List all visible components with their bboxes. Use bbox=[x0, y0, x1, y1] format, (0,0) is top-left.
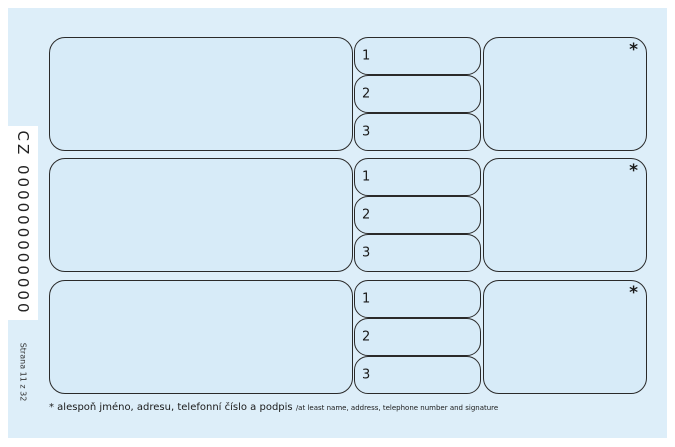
required-asterisk: * bbox=[629, 283, 638, 303]
row-2-slot-2[interactable] bbox=[354, 196, 481, 234]
slot-number: 1 bbox=[362, 48, 371, 64]
slot-number: 2 bbox=[362, 86, 371, 102]
row-3-slot-2[interactable] bbox=[354, 318, 481, 356]
document-code: CZ 000000000000 bbox=[14, 130, 32, 316]
required-asterisk: * bbox=[629, 161, 638, 181]
slot-number: 1 bbox=[362, 291, 371, 307]
row-2-slot-3[interactable] bbox=[354, 234, 481, 272]
row-3-contact-field[interactable] bbox=[483, 280, 647, 394]
footnote-text: * alespoň jméno, adresu, telefonní číslo a podpis bbox=[49, 402, 293, 413]
row-1-slot-3[interactable] bbox=[354, 113, 481, 151]
row-1-contact-field[interactable] bbox=[483, 37, 647, 151]
row-2-main-field[interactable] bbox=[49, 158, 353, 272]
row-3-main-field[interactable] bbox=[49, 280, 353, 394]
slot-number: 3 bbox=[362, 124, 371, 140]
required-asterisk: * bbox=[629, 40, 638, 60]
row-1-slot-2[interactable] bbox=[354, 75, 481, 113]
row-1-main-field[interactable] bbox=[49, 37, 353, 151]
slot-number: 2 bbox=[362, 329, 371, 345]
footnote-translation: /at least name, address, telephone number and signature bbox=[295, 404, 499, 412]
page-label: Strana 11 z 32 bbox=[18, 342, 28, 402]
row-1-slot-1[interactable] bbox=[354, 37, 481, 75]
slot-number: 1 bbox=[362, 169, 371, 185]
footnote bbox=[49, 402, 498, 413]
document-code-strip bbox=[8, 126, 38, 320]
slot-number: 3 bbox=[362, 245, 371, 261]
slot-number: 2 bbox=[362, 207, 371, 223]
row-2-slot-1[interactable] bbox=[354, 158, 481, 196]
row-2-contact-field[interactable] bbox=[483, 158, 647, 272]
row-3-slot-3[interactable] bbox=[354, 356, 481, 394]
row-3-slot-1[interactable] bbox=[354, 280, 481, 318]
slot-number: 3 bbox=[362, 367, 371, 383]
